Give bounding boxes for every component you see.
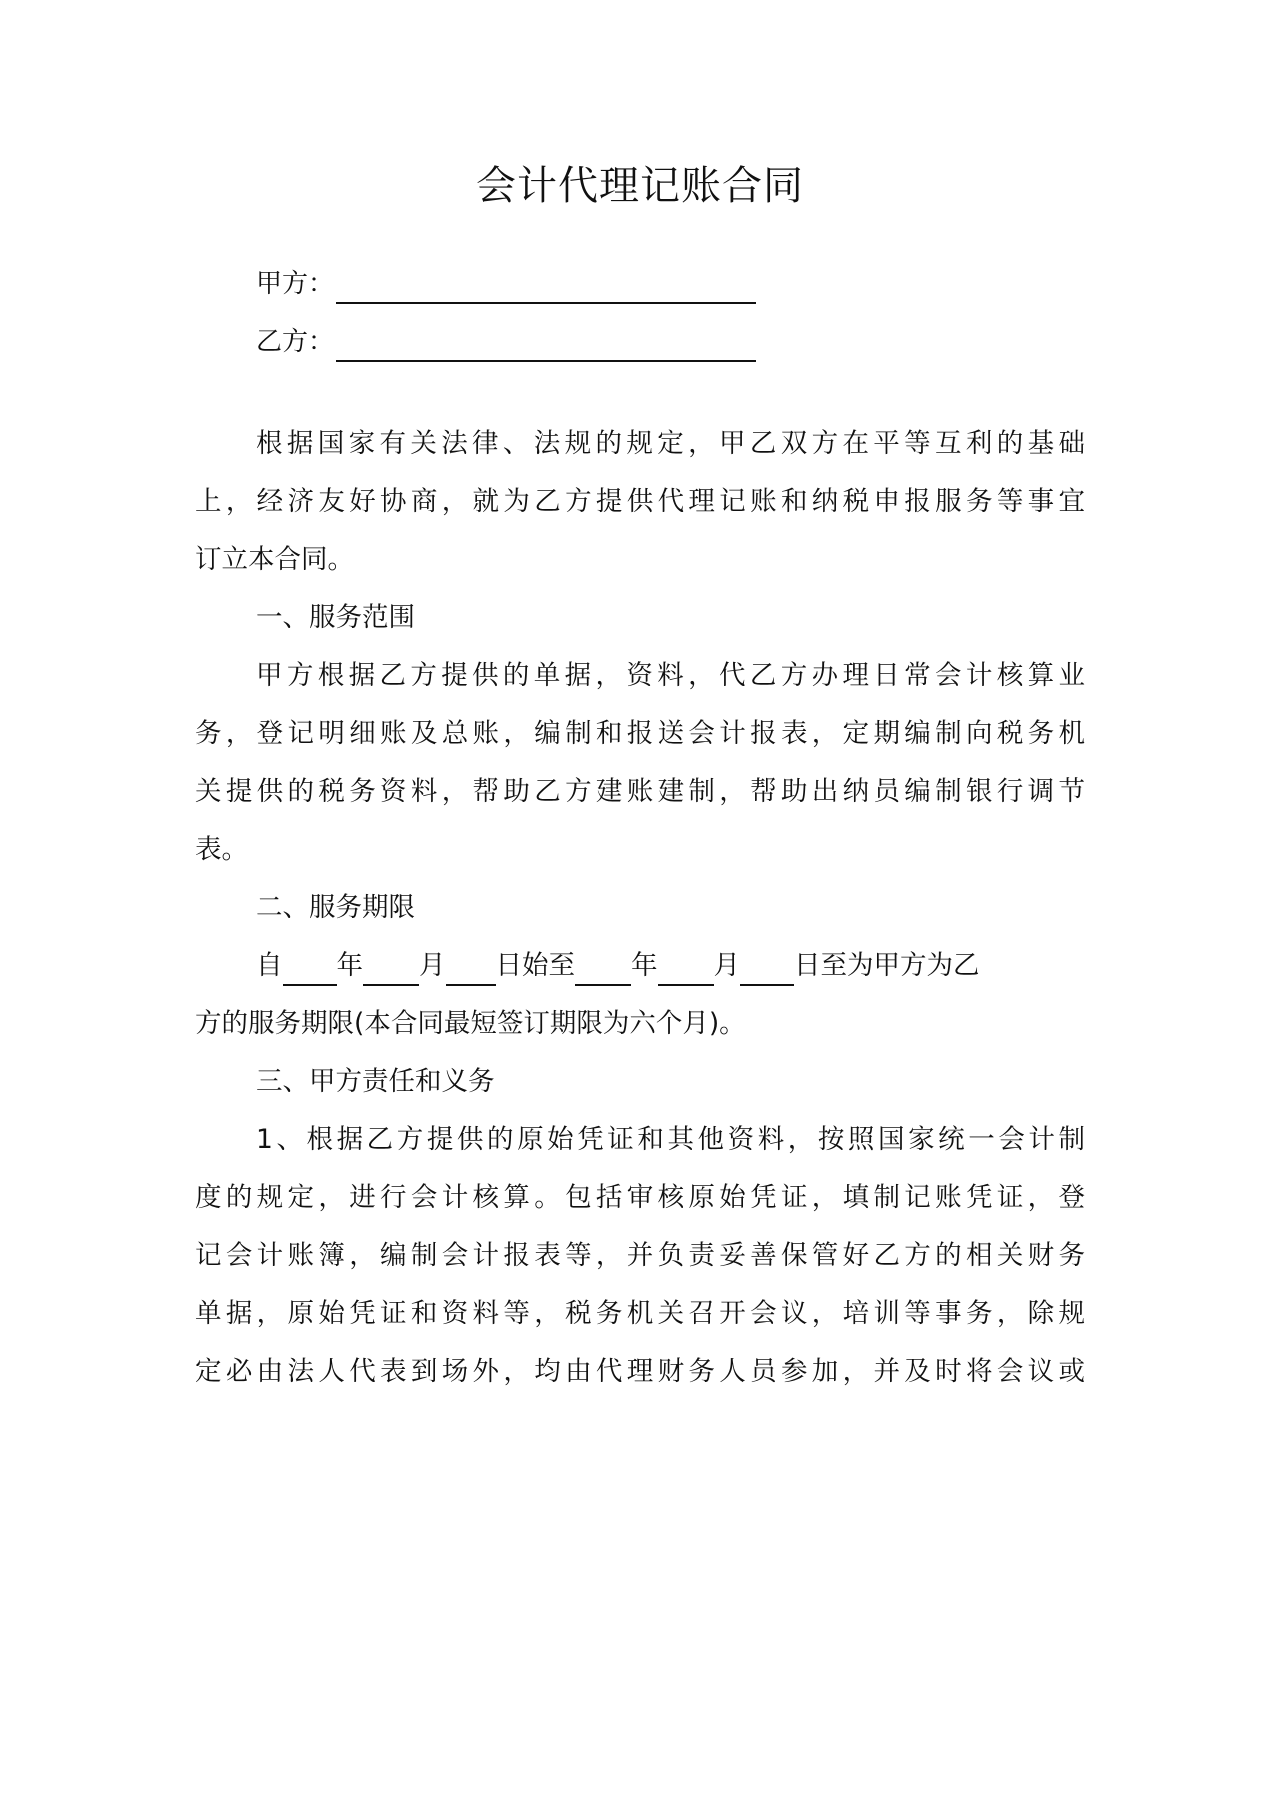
- start-month-blank[interactable]: [363, 956, 419, 986]
- section-heading: 一、服务范围: [256, 602, 415, 633]
- paragraph-line: 表。: [195, 834, 248, 865]
- paragraph-line: 务，登记明细账及总账，编制和报送会计报表，定期编制向税务机: [195, 718, 1085, 749]
- date-text: 月: [419, 950, 446, 981]
- paragraph-line: 方的服务期限(本合同最短签订期限为六个月)。: [195, 1008, 746, 1039]
- date-text: 自: [256, 950, 283, 981]
- paragraph-line: 度的规定，进行会计核算。包括审核原始凭证，填制记账凭证，登: [195, 1182, 1085, 1213]
- paragraph-line: 单据，原始凭证和资料等，税务机关召开会议，培训等事务，除规: [195, 1298, 1085, 1329]
- paragraph-line: 1、根据乙方提供的原始凭证和其他资料，按照国家统一会计制: [256, 1124, 1085, 1155]
- party-b-label: 乙方：: [256, 327, 335, 357]
- date-text: 年: [336, 950, 363, 981]
- party-b-line: [256, 322, 756, 362]
- party-a-label: 甲方：: [256, 269, 335, 299]
- preamble-line: 订立本合同。: [195, 544, 354, 575]
- start-day-blank[interactable]: [446, 956, 496, 986]
- paragraph-line: 定必由法人代表到场外，均由代理财务人员参加，并及时将会议或: [195, 1356, 1085, 1387]
- start-year-blank[interactable]: [283, 956, 337, 986]
- date-text: 日至为甲方为乙: [794, 950, 980, 981]
- preamble-line: 根据国家有关法律、法规的规定，甲乙双方在平等互利的基础: [256, 428, 1085, 459]
- party-a-line: [256, 264, 756, 304]
- date-text: 日始至: [495, 950, 575, 981]
- preamble-line: 上，经济友好协商，就为乙方提供代理记账和纳税申报服务等事宜: [195, 486, 1085, 517]
- end-year-blank[interactable]: [575, 956, 631, 986]
- date-text: 年: [631, 950, 658, 981]
- section-heading: 三、甲方责任和义务: [256, 1066, 495, 1097]
- service-period-line: [256, 946, 980, 986]
- end-month-blank[interactable]: [658, 956, 714, 986]
- date-text: 月: [713, 950, 740, 981]
- party-b-blank[interactable]: [336, 330, 756, 362]
- paragraph-line: 记会计账簿，编制会计报表等，并负责妥善保管好乙方的相关财务: [195, 1240, 1085, 1271]
- document-title: 会计代理记账合同: [476, 163, 804, 209]
- end-day-blank[interactable]: [740, 956, 794, 986]
- party-a-blank[interactable]: [336, 272, 756, 304]
- section-heading: 二、服务期限: [256, 892, 415, 923]
- paragraph-line: 关提供的税务资料，帮助乙方建账建制，帮助出纳员编制银行调节: [195, 776, 1085, 807]
- paragraph-line: 甲方根据乙方提供的单据，资料，代乙方办理日常会计核算业: [256, 660, 1085, 691]
